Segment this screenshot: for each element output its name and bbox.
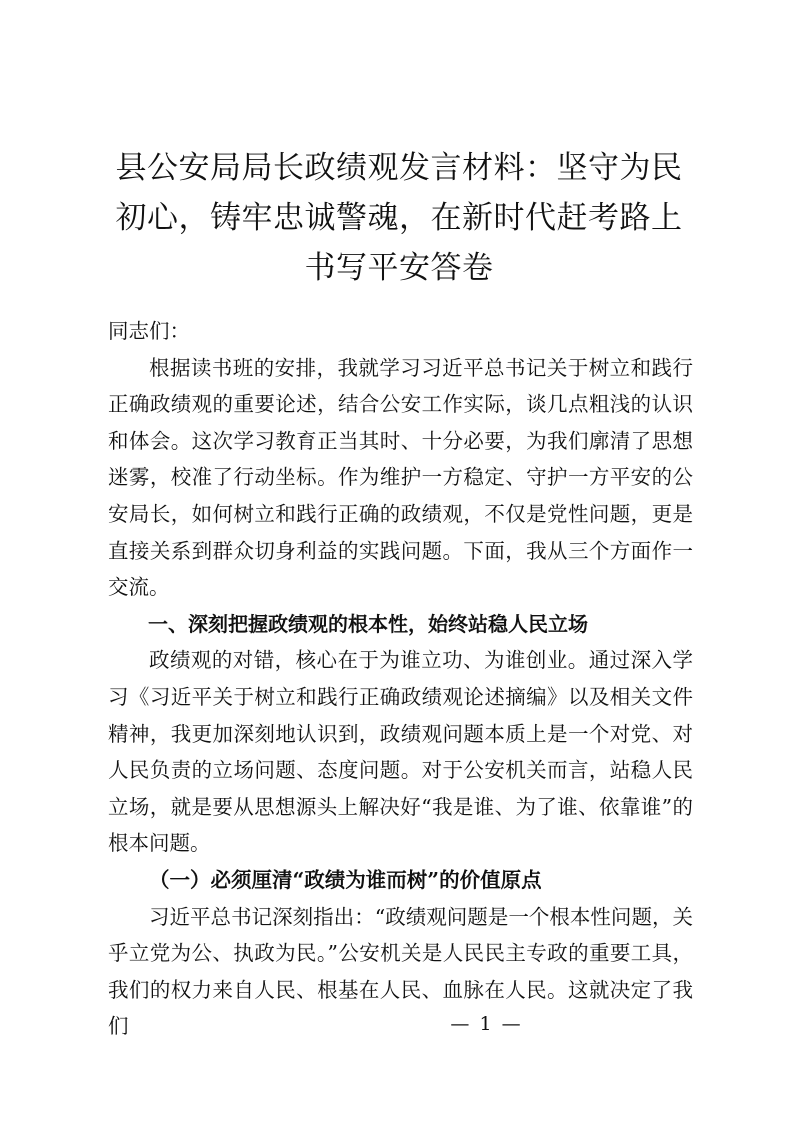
page-number: — 1 —: [450, 1013, 523, 1035]
body-paragraph: 政绩观的对错，核心在于为谁立功、为谁创业。通过深入学习《习近平关于树立和践行正确政绩观论述摘编》以及相关文件精神，我更加深刻地认识到，政绩观问题本质上是一个对党、对人民负责的立场问题、态度问题。对于公安机关而言，站稳人民立场，就是要从思想源头上解决好“我是谁、为了谁、依靠谁”的根本问题。: [108, 648, 693, 856]
subsection-heading: （一）必须厘清“政绩为谁而树”的价值原点: [149, 867, 542, 892]
body-paragraph: 根据读书班的安排，我就学习习近平总书记关于树立和践行正确政绩观的重要论述，结合公安工作实际，谈几点粗浅的认识和体会。这次学习教育正当其时、十分必要，为我们廓清了思想迷雾，校准了行动坐标。作为维护一方稳定、守护一方平安的公安局长，如何树立和践行正确的政绩观，不仅是党性问题，更是直接关系到群众切身利益的实践问题。下面，我从三个方面作一交流。: [108, 355, 693, 600]
section-heading: 一、深刻把握政绩观的根本性，始终站稳人民立场: [148, 611, 588, 636]
document-title: 县公安局局长政绩观发言材料：坚守为民初心，铸牢忠诚警魂，在新时代赶考路上书写平安答卷: [115, 150, 683, 286]
body-paragraph: 习近平总书记深刻指出：“政绩观问题是一个根本性问题，关乎立党为公、执政为民。”公安机关是人民民主专政的重要工具，我们的权力来自人民、根基在人民、血脉在人民。这就决定了我们: [108, 904, 693, 1039]
document-body: [108, 313, 693, 1045]
salutation: 同志们：: [108, 319, 190, 343]
